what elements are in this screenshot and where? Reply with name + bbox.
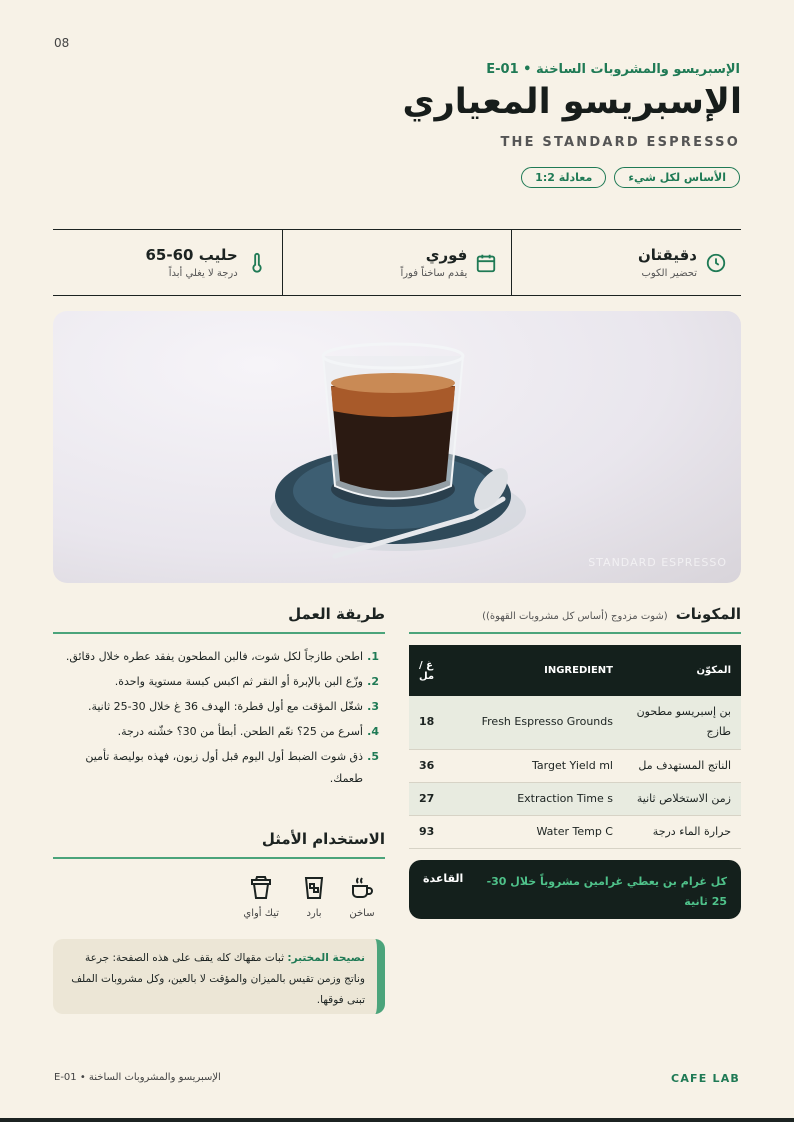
step-number: 1. [367, 650, 379, 663]
table-header-row [409, 645, 741, 696]
step-text: اطحن طازجاً لكل شوت، فالبن المطحون يفقد عطره خلال دقائق. [65, 650, 363, 663]
step-number: 3. [367, 700, 379, 713]
rule-text: كل غرام بن يعطي غرامين مشروباً خلال 30-25 ثانية [486, 875, 727, 908]
stat-value: دقيقتان [638, 246, 697, 264]
method-steps [53, 646, 385, 790]
table-row [409, 815, 741, 848]
footer-brand: CAFE LAB [671, 1072, 740, 1085]
iced-glass-icon [301, 875, 327, 901]
cell-value: 36 [409, 749, 451, 782]
hot-cup-icon [349, 875, 375, 901]
step-text: أسرع من 25؟ نعّم الطحن. أبطأ من 30؟ خشّنه درجة. [117, 725, 363, 738]
step-number: 4. [367, 725, 379, 738]
table-row [409, 782, 741, 815]
usage-hot [349, 875, 375, 919]
page-number: 08 [54, 36, 70, 50]
calendar-icon [475, 252, 497, 274]
ingredients-header [409, 605, 741, 623]
espresso-illustration [53, 311, 741, 583]
stats-bar [53, 229, 741, 296]
list-item [53, 696, 385, 718]
cell-en: Water Temp C [451, 815, 623, 848]
stat-prep-time [512, 230, 741, 295]
table-row [409, 749, 741, 782]
clock-icon [705, 252, 727, 274]
tag-foundation: الأساس لكل شيء [614, 167, 740, 188]
ingredients-table [409, 645, 741, 849]
takeaway-cup-icon [248, 875, 274, 901]
cell-ar: بن إسبريسو مطحون طازج [623, 696, 741, 749]
section-kicker: الإسبريسو والمشروبات الساخنة • E-01 [486, 62, 740, 77]
stat-serving [283, 230, 513, 295]
photo-caption: STANDARD ESPRESSO [588, 556, 727, 569]
col-en-header: INGREDIENT [451, 645, 623, 696]
usage-label: بارد [306, 908, 322, 919]
step-text: شغّل المؤقت مع أول قطرة: الهدف 36 غ خلال 30-25 ثانية. [87, 700, 363, 713]
page-title: الإسبريسو المعياري [402, 82, 742, 122]
cell-value: 18 [409, 696, 451, 749]
step-text: وزّع البن بالإبرة أو النقر ثم اكبس كبسة مستوية واحدة. [114, 675, 363, 688]
stat-value: حليب 60-65 [145, 246, 238, 264]
usage-options [53, 875, 385, 919]
stat-milk-temp [53, 230, 283, 295]
footer-section: الإسبريسو والمشروبات الساخنة • E-01 [54, 1072, 221, 1083]
stat-caption: درجة لا يغلي أبداً [168, 268, 238, 279]
espresso-photo [53, 311, 741, 583]
cell-ar: زمن الاستخلاص ثانية [623, 782, 741, 815]
cell-en: Target Yield ml [451, 749, 623, 782]
cell-en: Fresh Espresso Grounds [451, 696, 623, 749]
method-section [53, 605, 385, 793]
method-heading: طريقة العمل [288, 605, 385, 623]
usage-takeaway [243, 875, 279, 919]
stat-caption: تحضير الكوب [641, 268, 697, 279]
tip-label: نصيحة المختبر: [287, 952, 365, 964]
tag-ratio: معادلة 1:2 [521, 167, 606, 188]
usage-rule [53, 857, 385, 859]
cell-en: Extraction Time s [451, 782, 623, 815]
tag-list [521, 167, 740, 188]
cell-value: 27 [409, 782, 451, 815]
step-number: 5. [367, 750, 379, 763]
col-value-header: غ / مل [409, 645, 451, 696]
stat-caption: يقدم ساخناً فوراً [400, 268, 468, 279]
cell-ar: الناتج المستهدف مل [623, 749, 741, 782]
step-text: ذق شوت الضبط أول اليوم قبل أول زبون، فهذه بوليصة تأمين طعمك. [85, 750, 363, 785]
col-ar-header: المكوّن [623, 645, 741, 696]
table-row [409, 696, 741, 749]
usage-heading: الاستخدام الأمثل [261, 830, 385, 848]
rule-label: القاعدة [423, 872, 464, 885]
step-number: 2. [367, 675, 379, 688]
thermometer-icon [246, 252, 268, 274]
list-item [53, 746, 385, 790]
ingredients-heading: المكونات [675, 605, 741, 623]
usage-iced [301, 875, 327, 919]
usage-label: ساخن [349, 908, 375, 919]
list-item [53, 646, 385, 668]
tip-text: ثبات مقهاك كله يقف على هذه الصفحة: جرعة وناتج وزمن تقيس بالميزان والمؤقت لا بالعين، وكل مشروبات الملف تبنى فوقها. [71, 952, 365, 1006]
cell-ar: حرارة الماء درجة [623, 815, 741, 848]
page-subtitle: THE STANDARD ESPRESSO [500, 135, 740, 150]
stat-value: فوري [425, 246, 468, 264]
lab-tip [53, 939, 385, 1014]
cell-value: 93 [409, 815, 451, 848]
ratio-rule-box [409, 860, 741, 919]
list-item [53, 671, 385, 693]
method-rule [53, 632, 385, 634]
usage-label: تيك أواي [243, 908, 279, 919]
ingredients-note: (شوت مزدوج (أساس كل مشروبات القهوة)) [482, 611, 668, 622]
ingredients-rule [409, 632, 741, 634]
bottom-bar [0, 1118, 794, 1122]
usage-section [53, 830, 385, 919]
list-item [53, 721, 385, 743]
